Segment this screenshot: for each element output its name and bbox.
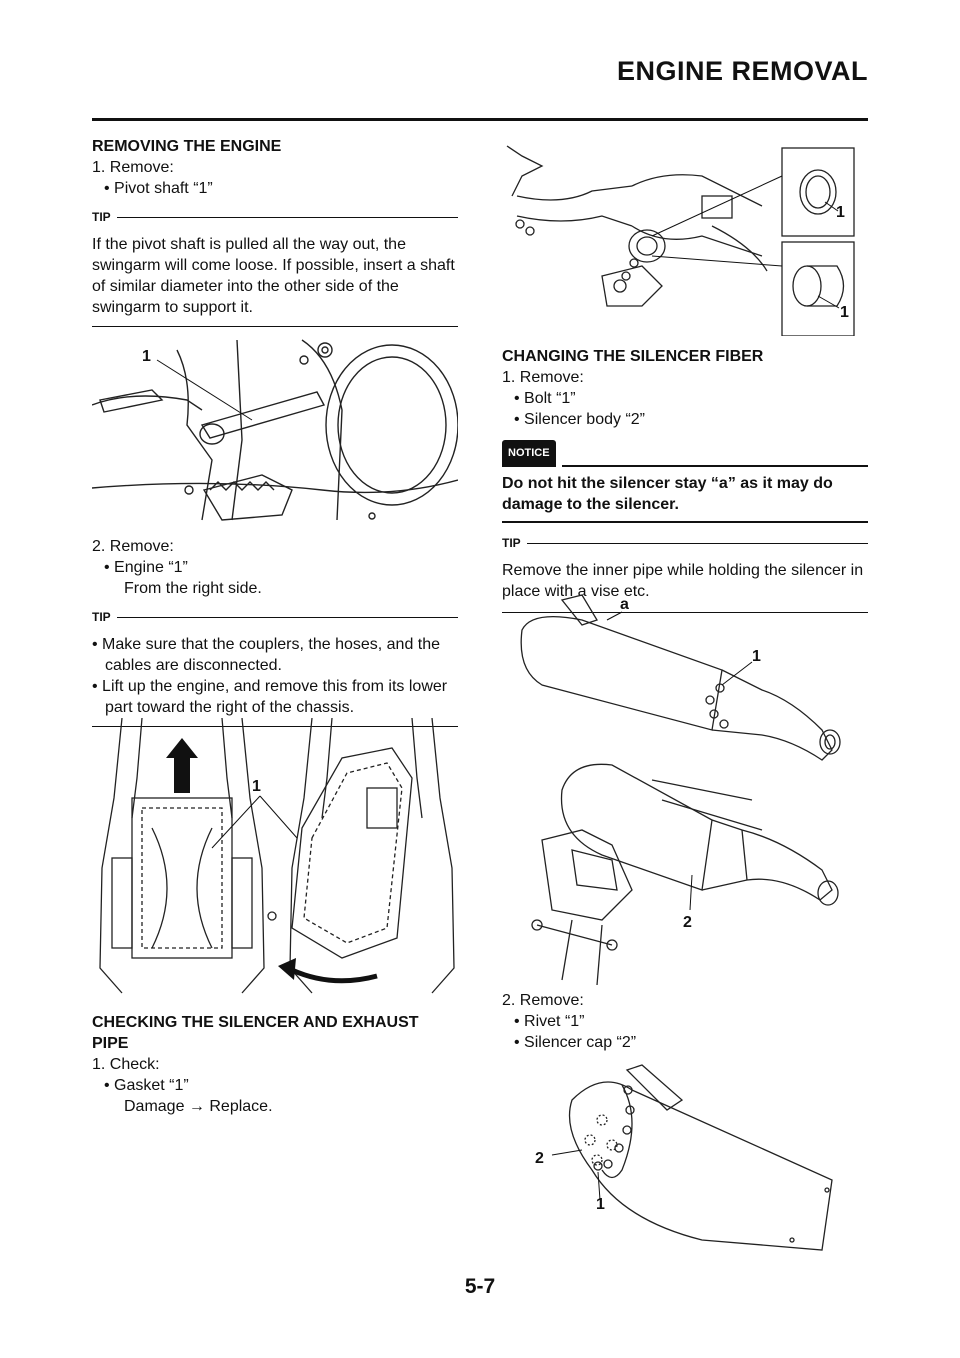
callout-1-rivet: 1 <box>596 1196 605 1213</box>
callout-1-gasket-a: 1 <box>836 204 845 221</box>
tip-2-item-1: • Make sure that the couplers, the hoses, and the cables are disconnected. <box>92 636 441 674</box>
silencer-cap-figure <box>502 1060 868 1260</box>
callout-2-silencer-body: 2 <box>683 914 692 931</box>
section-heading-removing-engine: REMOVING THE ENGINE <box>92 138 282 155</box>
page-title: ENGINE REMOVAL <box>616 56 868 86</box>
check-step-1-label: 1. Check: <box>92 1056 160 1073</box>
callout-1-engine: 1 <box>252 778 261 795</box>
callout-1: 1 <box>142 348 151 365</box>
step-1-item: • Pivot shaft “1” <box>92 178 458 199</box>
right-column-step2 <box>502 990 868 1053</box>
change-step-2-item-2: • Silencer cap “2” <box>502 1032 868 1053</box>
page-number: 5-7 <box>464 1275 496 1298</box>
tip-2-label: TIP <box>92 610 111 624</box>
left-column-step2 <box>92 536 458 727</box>
engine-removal-figure <box>92 718 458 1000</box>
callout-1-gasket-b: 1 <box>840 304 849 321</box>
notice-text: Do not hit the silencer stay “a” as it may do damage to the silencer. <box>502 475 833 513</box>
tip-3-label: TIP <box>502 536 521 550</box>
left-column <box>92 136 458 327</box>
pivot-shaft-figure <box>92 330 458 530</box>
step-2-label: 2. Remove: <box>92 538 174 555</box>
section-heading-changing-fiber: CHANGING THE SILENCER FIBER <box>502 348 764 365</box>
tip-3-text: Remove the inner pipe while holding the silencer in place with a vise etc. <box>502 562 864 600</box>
callout-1-bolt: 1 <box>752 648 761 665</box>
tip-1-label: TIP <box>92 210 111 224</box>
change-step-1-item-1: • Bolt “1” <box>502 388 868 409</box>
section-heading-checking-silencer: CHECKING THE SILENCER AND EXHAUST PIPE <box>92 1014 419 1052</box>
check-step-1-item: • Gasket “1” <box>92 1075 458 1096</box>
tip-3-header <box>502 533 868 554</box>
tip-1-header <box>92 207 458 228</box>
header-rule <box>92 118 868 121</box>
callout-2-silencer-cap: 2 <box>535 1150 544 1167</box>
right-column-changing <box>502 346 868 613</box>
callout-a-silencer-stay: a <box>620 596 629 613</box>
tip-2-item-2: • Lift up the engine, and remove this from its lower part toward the right of the chassis. <box>92 678 448 716</box>
left-column-checking <box>92 1012 458 1117</box>
silencer-figure <box>502 590 868 990</box>
check-step-1-sub: Damage → Replace. <box>124 1098 273 1115</box>
exhaust-gasket-figure <box>502 136 868 336</box>
tip-1-end-rule <box>92 326 458 327</box>
change-step-1-item-2: • Silencer body “2” <box>502 409 868 430</box>
change-step-1-label: 1. Remove: <box>502 369 584 386</box>
notice-header <box>502 440 868 467</box>
tip-2-header <box>92 607 458 628</box>
notice-label: NOTICE <box>502 440 556 467</box>
step-1-label: 1. Remove: <box>92 159 174 176</box>
step-2-sub: From the right side. <box>124 580 262 597</box>
notice-end-rule <box>502 521 868 523</box>
step-2-item: • Engine “1” <box>92 557 458 578</box>
change-step-2-label: 2. Remove: <box>502 992 584 1009</box>
change-step-2-item-1: • Rivet “1” <box>502 1011 868 1032</box>
tip-1-text: If the pivot shaft is pulled all the way out, the swingarm will come loose. If possible, insert a shaft of similar diameter into the other side of the swingarm to support it. <box>92 236 455 316</box>
